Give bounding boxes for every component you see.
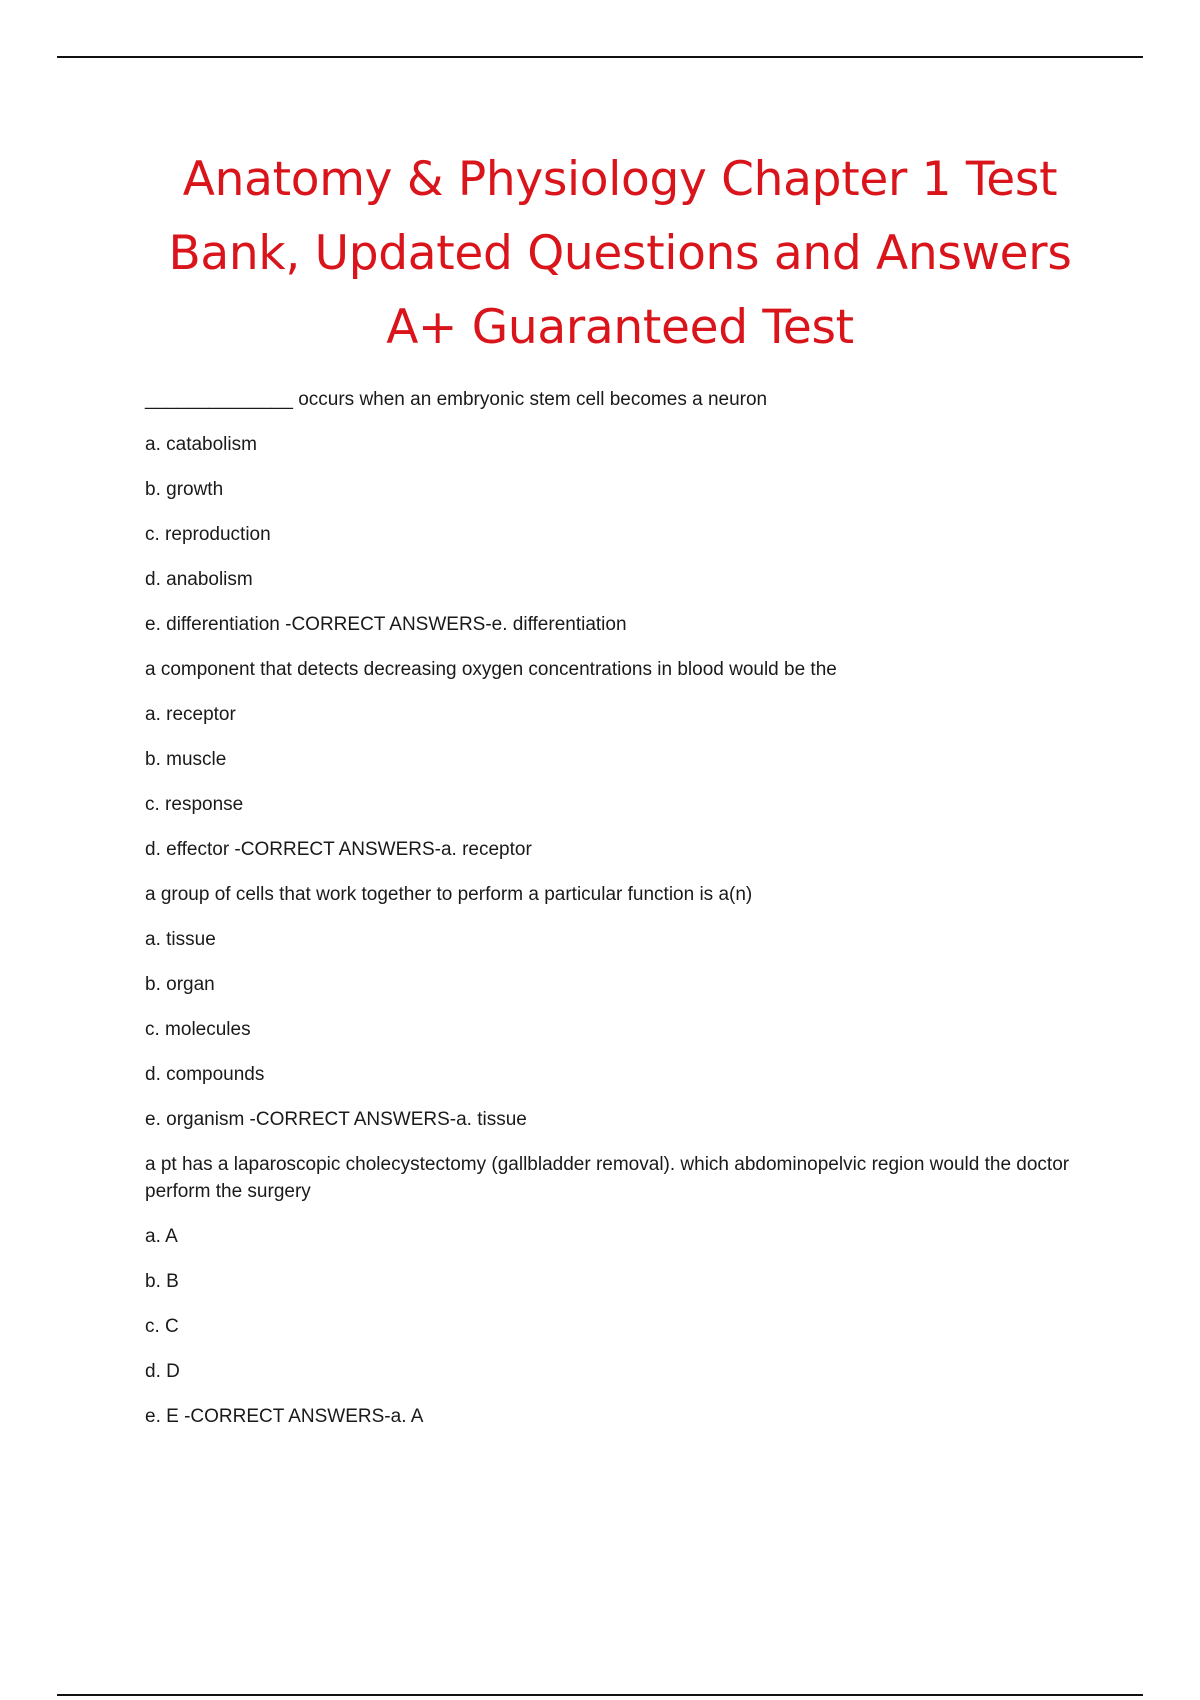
answer-option: d. compounds bbox=[145, 1064, 265, 1085]
question-1 bbox=[145, 386, 1085, 638]
question-4 bbox=[145, 1151, 1085, 1430]
answer-option: b. growth bbox=[145, 479, 224, 500]
answer-option: a. tissue bbox=[145, 929, 216, 950]
question-3 bbox=[145, 881, 1085, 1133]
answer-option: a. A bbox=[145, 1226, 178, 1247]
answer-option: c. C bbox=[145, 1316, 179, 1337]
answer-option: d. D bbox=[145, 1361, 180, 1382]
document-title: Anatomy & Physiology Chapter 1 Test Bank, Updated Questions and Answers A+ Guaranteed Test bbox=[168, 152, 1072, 355]
answer-option: c. reproduction bbox=[145, 524, 271, 545]
answer-option-with-correct-answer: e. differentiation -CORRECT ANSWERS-e. differentiation bbox=[145, 614, 627, 635]
question-2 bbox=[145, 656, 1085, 863]
top-rule bbox=[57, 56, 1143, 58]
answer-option: a. receptor bbox=[145, 704, 236, 725]
answer-option: b. organ bbox=[145, 974, 215, 995]
answer-option: c. response bbox=[145, 794, 244, 815]
answer-option-with-correct-answer: d. effector -CORRECT ANSWERS-a. receptor bbox=[145, 839, 532, 860]
answer-option: c. molecules bbox=[145, 1019, 251, 1040]
answer-option: a. catabolism bbox=[145, 434, 257, 455]
bottom-rule bbox=[57, 1694, 1143, 1696]
question-list bbox=[145, 386, 1085, 1448]
question-text: a component that detects decreasing oxygen concentrations in blood would be the bbox=[145, 659, 837, 680]
answer-option-with-correct-answer: e. E -CORRECT ANSWERS-a. A bbox=[145, 1406, 424, 1427]
question-text: a group of cells that work together to perform a particular function is a(n) bbox=[145, 884, 753, 905]
question-text: ______________ occurs when an embryonic stem cell becomes a neuron bbox=[145, 389, 768, 410]
answer-option: b. B bbox=[145, 1271, 179, 1292]
answer-option: d. anabolism bbox=[145, 569, 253, 590]
answer-option: b. muscle bbox=[145, 749, 227, 770]
question-text: a pt has a laparoscopic cholecystectomy (gallbladder removal). which abdominopelvic region would the doctor perform the surgery bbox=[145, 1154, 1070, 1202]
answer-option-with-correct-answer: e. organism -CORRECT ANSWERS-a. tissue bbox=[145, 1109, 527, 1130]
